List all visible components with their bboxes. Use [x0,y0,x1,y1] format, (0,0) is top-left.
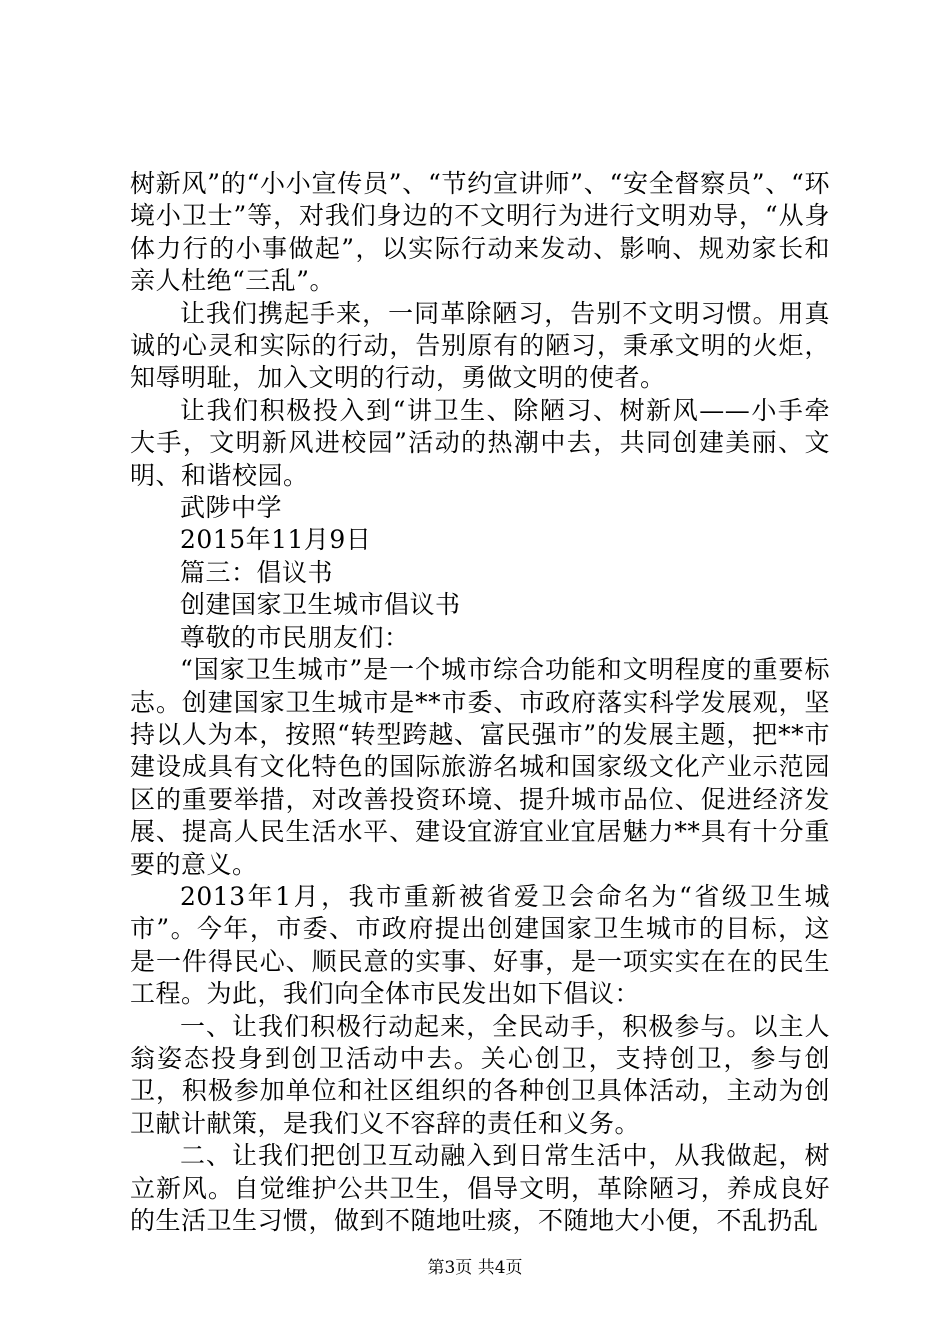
paragraph: 一、让我们积极行动起来，全民动手，积极参与。以主人翁姿态投身到创卫活动中去。关心创卫，支持创卫，参与创卫，积极参加单位和社区组织的各种创卫具体活动，主动为创卫献计献策，是我们义不容辞的责任和义务。 [130,1011,830,1138]
signature-organization: 武陟中学 [180,493,283,523]
page-footer: 第3页 共4页 [427,1258,523,1278]
paragraph: 二、让我们把创卫互动融入到日常生活中，从我做起，树立新风。自觉维护公共卫生，倡导文明，革除陋习，养成良好的生活卫生习惯，做到不随地吐痰，不随地大小便，不乱扔乱 [130,1141,830,1235]
signature-date: 2015年11月9日 [180,525,372,555]
paragraph: “国家卫生城市”是一个城市综合功能和文明程度的重要标志。创建国家卫生城市是**市委、市政府落实科学发展观，坚持以人为本，按照“转型跨越、富民强市”的发展主题，把**市建设成具有文化特色的国际旅游名城和国家级文化产业示范园区的重要举措，对改善投资环境、提升城市品位、促进经济发展、提高人民生活水平、建设宜游宜业宜居魅力**具有十分重要的意义。 [130,655,830,879]
document-body [130,168,830,1237]
document-title: 创建国家卫生城市倡议书 [180,590,461,620]
paragraph: 让我们携起手来，一同革除陋习，告别不文明习惯。用真诚的心灵和实际的行动，告别原有的陋习，秉承文明的火炬，知辱明耻，加入文明的行动，勇做文明的使者。 [130,298,830,393]
section-heading: 篇三：倡议书 [180,557,334,587]
paragraph: 树新风”的“小小宣传员”、“节约宣讲师”、“安全督察员”、“环境小卫士”等，对我们身边的不文明行为进行文明劝导，“从身体力行的小事做起”，以实际行动来发动、影响、规劝家长和亲人杜绝“三乱”。 [130,169,830,296]
paragraph: 让我们积极投入到“讲卫生、除陋习、树新风——小手牵大手，文明新风进校园”活动的热潮中去，共同创建美丽、文明、和谐校园。 [130,395,830,490]
paragraph: 2013年1月，我市重新被省爱卫会命名为“省级卫生城市”。今年，市委、市政府提出创建国家卫生城市的目标，这是一件得民心、顺民意的实事、好事，是一项实实在在的民生工程。为此，我们向全体市民发出如下倡议： [130,881,830,1009]
salutation: 尊敬的市民朋友们： [180,622,410,652]
